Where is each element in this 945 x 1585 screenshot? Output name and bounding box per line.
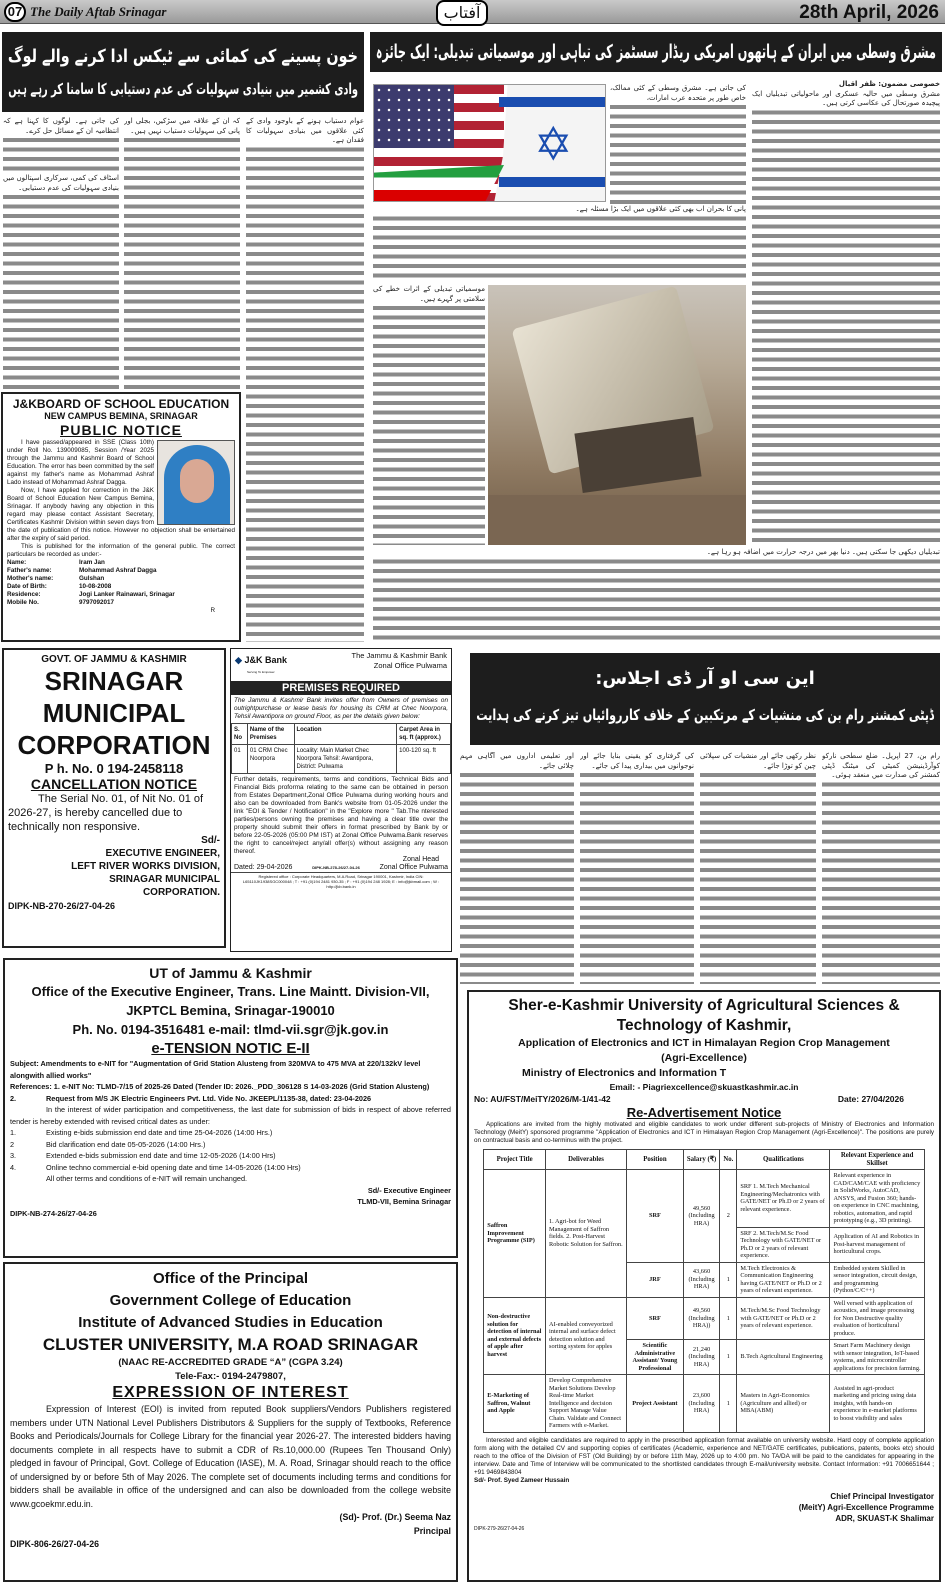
issue-date: 28th April, 2026 <box>799 2 939 23</box>
cell-deliverables: 1. Agri-bot for Weed Management of Saffron fields. 2. Post-Harvest Robotic Solution for Saffron. <box>546 1170 627 1298</box>
left-article-headline <box>2 32 364 112</box>
jkbank-logo-text: J&K Bank <box>244 655 287 665</box>
item-text: Bid clarification end date 05-05-2026 (14:00 Hrs.) <box>46 1139 206 1149</box>
tender-intro: In the interest of wider participation and competitiveness, the last date for submission of bids in respect of above referred tender is hereby extended with revised critical dates as under: <box>10 1105 451 1126</box>
particular-row <box>7 583 235 591</box>
skuast-sign-3: ADR, SKUAST-K Shalimar <box>835 1513 934 1523</box>
particular-value: Gulshan <box>79 575 105 582</box>
cell-no: 1 <box>720 1375 737 1433</box>
particular-label: Father's name: <box>7 567 52 574</box>
tender-line-2: Office of the Executive Engineer, Trans. Line Maintt. Division-VII, <box>31 984 430 999</box>
tender-closing: All other terms and conditions of e-NIT will remain unchanged. <box>46 1174 248 1183</box>
right-article-column-4 <box>373 285 485 545</box>
principal-line-3: Institute of Advanced Studies in Education <box>78 1314 383 1331</box>
smc-govt: GOVT. OF JAMMU & KASHMIR <box>41 654 187 665</box>
headline-line-2: وادی کشمیر میں بنیادی سہولیات کی عدم دستیابی کا سامنا کر رہے ہیں <box>8 80 358 98</box>
skuast-date: Date: 27/04/2026 <box>837 1094 904 1104</box>
cell-project: E-Marketing of Saffron, Walnut and Apple <box>484 1375 546 1433</box>
jkbank-tagline: Serving To Empower <box>247 670 275 674</box>
table-header: Project Title <box>484 1150 546 1170</box>
table-header: Qualifications <box>737 1150 830 1170</box>
particular-label: Mother's name: <box>7 575 54 582</box>
tender-line-1: UT of Jammu & Kashmir <box>149 965 312 981</box>
particular-row <box>7 591 235 599</box>
smc-sd: Sd/- <box>201 835 220 846</box>
ncord-column-3 <box>580 752 694 984</box>
smc-name-2: MUNICIPAL <box>42 698 186 728</box>
notice-particulars <box>7 559 235 607</box>
table-header: Position <box>626 1150 683 1170</box>
jkbank-logo <box>235 655 287 666</box>
table-header: Location <box>294 724 397 745</box>
table-header: No. <box>720 1150 737 1170</box>
principal-line-4: CLUSTER UNIVERSITY, M.A ROAD SRINAGAR <box>42 1335 419 1354</box>
particular-value: 10-08-2008 <box>79 583 112 590</box>
tender-title: e-TENSION NOTIC E-II <box>151 1040 310 1057</box>
skuast-sign-2: (MeitY) Agri-Excellence Programme <box>798 1502 934 1512</box>
table-header: Carpet Area in sq. ft (approx.) <box>397 724 451 745</box>
cell-project: Saffron Improvement Programme (SIP) <box>484 1170 546 1298</box>
item-text: Extended e-bids submission end date and time 12-05-2026 (14:00 Hrs) <box>46 1151 276 1160</box>
column-text: اور تعلیمی اداروں میں آگاہی مہم چلائی جائے۔ <box>460 752 574 770</box>
cell-position: Project Assistant <box>626 1375 683 1433</box>
cell-project: Non-destructive solution for detection of internal and external defects of apple after harvest <box>484 1297 546 1375</box>
table-row <box>484 1375 925 1433</box>
ncord-column-4 <box>460 752 574 984</box>
notice-para-1: I have passed/appeared in SSE (Class 10th) under Roll No. 139009085, Session /Year 2025 through the Jammu and Kashmir Board of School Education. The error has been committed by the self against my father's name as Mohammad Ashraf Lado instead of Mohammad Ashraf Dagga. <box>7 439 154 486</box>
tender-date-item <box>10 1127 451 1139</box>
skuast-line-2: Technology of Kashmir, <box>616 1017 792 1034</box>
skuast-intro: Applications are invited from the highly motivated and eligible candidates to work under different sub-projects of Ministry of Electronics and Information Technology (MeitY) sponsored programme "Application of Electronics and ICT in Himalayan Region Crop Management (Agri-Excellence)". The positions are purely on contractual basis and co-terminus with the project. <box>474 1121 934 1144</box>
particular-value: Jogi Lanker Rainawari, Srinagar <box>79 591 175 598</box>
right-article-column-1 <box>752 80 940 545</box>
skuast-line-5: Ministry of Electronics and Information T <box>522 1067 727 1079</box>
tender-dates-list <box>10 1127 451 1173</box>
tender-date-item <box>10 1162 451 1174</box>
jkbank-logo-icon: ◆ <box>235 655 242 665</box>
column-text: مشرق وسطی میں حالیہ عسکری اور ماحولیاتی تبدیلیاں ایک پیچیدہ صورتحال کی عکاسی کرتی ہیں۔ <box>752 89 940 107</box>
smc-cancellation-notice <box>2 648 226 948</box>
jkbank-title: PREMISES REQUIRED <box>231 681 451 695</box>
right-article-column-3 <box>373 205 746 280</box>
jkbank-intro: The Jammu & Kashmir Bank invites offer from Owners of premises on outrightpurchase or lease basis for housing its CRM at Chec Noorpora, Tehsil Awantipora on ground Floor, as per the details given below: <box>234 697 448 720</box>
column-text: کی گرفتاری کو یقینی بنایا جائے اور نوجوانوں میں بیداری پیدا کی جائے۔ <box>580 752 694 770</box>
skuast-closing-sign: Sd/- Prof. Syed Zameer Hussain <box>474 1476 570 1484</box>
cell-qualification: M.Tech/M.Sc Food Technology with GATE/NET or Ph.D or 2 years of relevant experience. <box>737 1297 830 1340</box>
cell-position: SRF <box>626 1170 683 1263</box>
smc-sign-3: SRINAGAR MUNICIPAL <box>109 874 220 885</box>
smc-sign-1: EXECUTIVE ENGINEER, <box>105 848 220 859</box>
byline: خصوصی مضمون: ظفر اقبال <box>752 80 940 90</box>
public-notice <box>1 392 241 642</box>
cell-qualification: Masters in Agri-Economics (Agriculture and allied) or MBA(ABM) <box>737 1375 830 1433</box>
table-row <box>484 1297 925 1340</box>
table-cell: 100-120 sq. ft <box>397 745 451 774</box>
particular-row <box>7 567 235 575</box>
column-text: نظر رکھی جائے اور منشیات کی سپلائی چین کو توڑا جائے۔ <box>700 752 816 770</box>
tender-sign-2: TLMD-VII, Bemina Srinagar <box>357 1197 451 1206</box>
column-text: اسٹاف کی کمی، سرکاری اسپتالوں میں بنیادی سہولیات کی عدم دستیابی۔ <box>3 174 119 192</box>
table-row <box>484 1170 925 1228</box>
cell-salary: 49,560 (Including HRA) <box>683 1170 720 1263</box>
positions-table <box>483 1149 925 1433</box>
table-header: Name of the Premises <box>247 724 294 745</box>
table-cell: Locality: Main Market Chec Noorpora Tehsil: Awantipora, District: Pulwama <box>294 745 397 774</box>
cell-experience: Assisted in agri-product marketing and pricing using data insights, with hands-on experience in e-market platforms to boost visibility and sales <box>830 1375 924 1433</box>
jkbank-footer: Registered office : Corporate Headquarters, M.A.Road, Srinagar 190001, Kashmir, India CIN: L65110JK1938SGC000048 ; T : +91 (0)194 2481 930-35 ; F : +91 (0)194 248 1928; E : info@jkbmail.com ; W : http://jkb.bank.in <box>231 872 451 890</box>
tender-date-item <box>10 1139 451 1151</box>
principal-sign-2: Principal <box>413 1525 451 1536</box>
cell-experience: Well versed with application of acoustics, and image processing for Non Destructive quality evaluation of horticultural produce. <box>830 1297 924 1340</box>
table-header: Relevant Experience and Skillset <box>830 1150 924 1170</box>
destroyed-radar-image <box>488 285 746 545</box>
ncord-column-1 <box>822 752 940 984</box>
cell-no: 1 <box>720 1340 737 1375</box>
jkbank-ref: DIPK-NB-278-26/27-04-26 <box>312 865 360 870</box>
particular-label: Residence: <box>7 591 41 598</box>
smc-ref: DIPK-NB-270-26/27-04-26 <box>8 901 116 911</box>
principal-fax: Tele-Fax:- 0194-2479807, <box>175 1370 286 1382</box>
skuast-email: Email: - Piagriexcellence@skuastkashmir.ac.in <box>609 1082 799 1092</box>
left-article-column-1 <box>246 117 364 642</box>
column-text: کی جاتی ہے۔ مشرق وسطی کے کئی ممالک، خاص طور پر متحدہ عرب امارات، <box>610 84 746 102</box>
column-text: عوام دستیاب ہونے کے باوجود وادی کے کئی علاقوں میں بنیادی سہولیات کا فقدان ہے۔ <box>246 117 364 144</box>
skuast-readvertisement <box>467 990 941 1582</box>
particular-label: Mobile No. <box>7 599 39 606</box>
smc-title: CANCELLATION NOTICE <box>30 776 198 792</box>
table-cell: 01 CRM Chec Noorpora <box>247 745 294 774</box>
column-text: کی جاتی ہے۔ لوگوں کا کہنا ہے کہ انتظامیہ ان کے مسائل حل کرے۔ <box>3 117 119 135</box>
right-article-headline: مشرق وسطی میں ایران کے ہاتھوں امریکی ریڈار سسٹمز کی تباہی اور موسمیاتی تبدیلی: ایک جائزہ <box>375 41 936 63</box>
particular-value: 9797092017 <box>79 599 115 606</box>
cell-salary: 49,560 (Including HRA)) <box>683 1297 720 1340</box>
principal-body: Expression of Interest (EOI) is invited from reputed Book suppliers/Vendors Publishers registered members under UTN National Level Publishers Distributors & Suppliers for the supply of Textbooks, Reference Books and Periodicals/Journals for College Library for the financial year 2026-27. The interested bidders having documents complete in all respects have to submit a CDR of Rs.10,000.00 (Rupees Ten Thousand Only) pledged in favour of Principal, Govt. College of Education (IASE), M. A. Road, Srinagar should reach to the office of undersigned by or before 5th of May 2026. The complete set of documents including terms and conditions for bidders shall be available in office of the undersigned and can also be downloaded from the college website www.gcoekmr.edu.in. <box>10 1404 451 1509</box>
principal-ref: DIPK-806-26/27-04-26 <box>10 1539 99 1549</box>
left-article-column-3 <box>3 117 119 389</box>
jkbank-org-1: The Jammu & Kashmir Bank <box>351 651 447 660</box>
notice-para-3: This is published for the information of the general public. The correct particulars be recorded as under:- <box>7 543 235 558</box>
tender-ref: DIPK-NB-274-26/27-04-26 <box>10 1208 97 1218</box>
table-header: Salary (₹) <box>683 1150 720 1170</box>
notice-title: PUBLIC NOTICE <box>60 422 182 438</box>
etender-notice <box>3 958 458 1258</box>
page-number: 07 <box>4 2 26 22</box>
particular-value: Mohammad Ashraf Dagga <box>79 567 157 574</box>
cell-qualification: SRF 2. M.Tech/M.Sc Food Technology with GATE/NET or Ph.D or 2 years of relevant experience. <box>737 1227 830 1262</box>
cell-position: JRF <box>626 1262 683 1297</box>
notice-org: J&KBOARD OF SCHOOL EDUCATION <box>12 397 230 411</box>
cell-no: 1 <box>720 1262 737 1297</box>
tender-date-item <box>10 1150 451 1162</box>
ncord-headline-2: ڈپٹی کمشنر رام بن کی منشیات کے مرتکبین کے خلاف کارروائیاں تیز کرنے کی ہدایت <box>476 706 934 724</box>
item-text: Existing e-bids submission end date and time 25-04-2026 (14:00 Hrs.) <box>46 1128 273 1137</box>
cell-deliverables: Develop Comprehensive Market Solutions Develop Real-time Market Intelligence and decision Support Manage Value Chain. Validate and Connect Farmers with e-Market. <box>546 1375 627 1433</box>
particular-row <box>7 559 235 567</box>
table-header: Deliverables <box>546 1150 627 1170</box>
smc-name-3: CORPORATION <box>17 730 211 760</box>
tender-ref2: Request from M/S JK Electric Engineers Pvt. Ltd. Vide No. JKEEPL/1135-38, dated: 23-04-2026 <box>46 1093 372 1103</box>
tender-ref2-no: 2. <box>10 1093 17 1103</box>
column-text: رام بن، 27 اپریل۔ ضلع سطحی نارکو کوآرڈینیشن کمیٹی کی میٹنگ ڈپٹی کمشنر کی صدارت میں منعقد ہوئی۔ <box>822 752 940 779</box>
eoi-notice <box>3 1262 458 1582</box>
jkbank-org-2: Zonal Office Pulwama <box>373 661 447 670</box>
notice-para-2: Now, I have applied for correction in the J&K Board of School Education New Campus Bemina, Srinagar. If anybody having any objection in this regard may please contact Assistant Secretary, Certificates Kashmir Division within seven days from the date of publication of this notice. However no objection shall be entertained after the expiry of said period. <box>7 487 235 542</box>
tender-references: References: 1. e-NIT No: TLMD-7/15 of 2025-26 Dated (Tender ID: 2026._PDD_306128 S 14-03-2026 (Grid Station Alusteng) <box>10 1082 430 1091</box>
cell-qualification: B.Tech Agricultural Engineering <box>737 1340 830 1375</box>
jkbank-dated: Dated: 29-04-2026 <box>234 864 293 871</box>
column-text: کہ ان کے علاقہ میں سڑکیں، بجلی اور پانی کی سہولیات دستیاب نہیں ہیں۔ <box>124 117 240 135</box>
tender-sign-1: Sd/- Executive Engineer <box>367 1185 451 1195</box>
skuast-sign-1: Chief Principal Investigator <box>830 1491 934 1501</box>
principal-title: EXPRESSION OF INTEREST <box>112 1384 349 1401</box>
item-number: 2 <box>10 1139 15 1149</box>
item-number: 3. <box>10 1151 17 1160</box>
cell-no: 2 <box>720 1170 737 1263</box>
principal-line-2: Government College of Education <box>109 1292 352 1309</box>
signature: R <box>210 607 215 614</box>
cell-salary: 23,600 (Including HRA) <box>683 1375 720 1433</box>
skuast-title: Re-Advertisement Notice <box>626 1105 782 1120</box>
smc-name-1: SRINAGAR <box>44 666 184 696</box>
left-article-column-2 <box>124 117 240 389</box>
cell-experience: Smart Farm Machinery design with sensor integration, IoT-based systems, and microcontroller applications for precision farming. <box>830 1340 924 1375</box>
star-of-david-icon: ✡ <box>534 118 573 170</box>
skuast-line-3: Application of Electronics and ICT in Himalayan Region Crop Management <box>518 1037 890 1049</box>
table-cell: 01 <box>232 745 248 774</box>
ncord-article-headline <box>470 653 940 745</box>
particular-label: Date of Birth: <box>7 583 47 590</box>
principal-line-1: Office of the Principal <box>152 1270 309 1287</box>
applicant-photo <box>157 440 235 525</box>
flags-image <box>373 84 606 202</box>
item-number: 1. <box>10 1128 17 1137</box>
headline-line-1: خون پسینے کی کمائی سے ٹیکس ادا کرنے والے لوگ <box>7 46 358 67</box>
jkbank-sign-1: Zonal Head <box>402 856 439 863</box>
cell-position: Scientific Administrative Assistant/ Young Professional <box>626 1340 683 1375</box>
particular-label: Name: <box>7 559 27 566</box>
skuast-line-1: Sher-e-Kashmir University of Agricultural Sciences & <box>508 997 900 1014</box>
cell-qualification: M.Tech Electronics & Communication Engineering having GATE/NET or Ph.D or 2 years of relevant experience. <box>737 1262 830 1297</box>
column-text: تبدیلیاں دیکھی جا سکتی ہیں۔ دنیا بھر میں درجہ حرارت میں اضافہ ہو رہا ہے۔ <box>373 548 940 558</box>
particular-row <box>7 575 235 583</box>
tender-line-4: Ph. No. 0194-3516481 e-mail: tlmd-vii.sgr@jk.gov.in <box>72 1022 389 1037</box>
jkbank-premises-notice <box>230 648 452 952</box>
cell-experience: Application of AI and Robotics in Post-harvest management of horticultural crops. <box>830 1227 924 1262</box>
skuast-line-4: (Agri-Excellence) <box>661 1052 747 1064</box>
ncord-column-2 <box>700 752 816 984</box>
smc-sign-2: LEFT RIVER WORKS DIVISION, <box>71 861 220 872</box>
cell-position: SRF <box>626 1297 683 1340</box>
cell-qualification: SRF 1. M.Tech Mechanical Engineering/Mechatronics with GATE/NET or Ph.D or 2 years of relevant experience. <box>737 1170 830 1228</box>
tender-line-3: JKPTCL Bemina, Srinagar-190010 <box>126 1003 335 1018</box>
cell-salary: 21,240 (Including HRA) <box>683 1340 720 1375</box>
notice-address: NEW CAMPUS BEMINA, SRINAGAR <box>44 411 198 421</box>
right-article-column-5 <box>373 548 940 640</box>
smc-body: The Serial No. 01, of Nit No. 01 of 2026-27, is hereby cancelled due to technically non responsive. <box>8 793 204 833</box>
table-header: S. No <box>232 724 248 745</box>
item-text: Online techno commercial e-bid opening date and time 14-05-2026 (14:00 Hrs) <box>46 1162 301 1172</box>
smc-phone: P h. No. 0 194-2458118 <box>44 761 184 776</box>
ncord-headline-1: این سی او آر ڈی اجلاس: <box>595 668 815 689</box>
right-article-headline-box <box>370 32 942 72</box>
item-number: 4. <box>10 1162 17 1172</box>
skuast-closing: Interested and eligible candidates are required to apply in the prescribed application format available on university website. Hard copy of complete application form along with the detailed CV and supporting copies of certificates (Academic, experience and NET/GATE certificates, publications, patents, books etc) should reach to the office of the Division of FST (Old Building) by or before 11th May, 2026 up to 4:00 pm. No TA/DA will be paid to the candidates for appearing in the interview. Date and Time of Interview will be communicated to the shortlisted candidates through E-mail/university website. Contact Information: +91 7006651644 ; +91 9469843804 <box>474 1436 934 1476</box>
paper-name: The Daily Aftab Srinagar <box>30 4 167 19</box>
jkbank-body: Further details, requirements, terms and conditions, Technical Bids and Financial Bids proforma relating to the same can be obtained in person from Estates Department,Zonal Office Pulwama during working hours and also can be downloaded from Bank's website from 01-05-2026 under the link "EOI & Tender / Notification" in the "Explore more " Tab.The nterested parties/persons owning the premises and having a clear title over the property should submit their offers in format prescribed by Bank by or before 22-05-2026 (05:00 PM IST) at Zonal Office Pulwama.Bank reserves the right to cancel/reject any/all offer(s) without assigning any reason thereof. <box>234 776 448 855</box>
column-text: پانی کا بحران اب بھی کئی علاقوں میں ایک بڑا مسئلہ ہے۔ <box>373 205 746 215</box>
principal-naac: (NAAC RE-ACCREDITED GRADE “A” (CGPA 3.24) <box>118 1357 343 1368</box>
column-text: موسمیاتی تبدیلی کے اثرات خطے کی سلامتی پر گہرے ہیں۔ <box>373 285 485 303</box>
skuast-no: No: AU/FST/MeiTY/2026/M-1/41-42 <box>474 1094 611 1104</box>
principal-sign-1: (Sd)- Prof. (Dr.) Seema Naz <box>339 1512 451 1522</box>
cell-experience: Embedded system Skilled in sensor integration, circuit design, and programming (Python/C/C++) <box>830 1262 924 1297</box>
smc-sign-4: CORPORATION. <box>142 887 220 898</box>
cell-salary: 43,660 (Including HRA) <box>683 1262 720 1297</box>
jkbank-sign-2: Zonal Office Pulwama <box>379 864 448 871</box>
masthead-logo: آفتاب <box>436 0 488 26</box>
particular-value: Iram Jan <box>79 559 105 566</box>
cell-deliverables: AI-enabled conveyorized internal and surface defect detection solution and sorting system for apples <box>546 1297 627 1375</box>
cell-experience: Relevant experience in CAD/CAM/CAE with proficiency in SolidWorks, AutoCAD, ANSYS, and Fusion 360; hands-on experience in CNC machining, robotics, automation, and rapid prototyping (e.g., 3D printing). <box>830 1170 924 1228</box>
particular-row <box>7 599 235 607</box>
cell-no: 1 <box>720 1297 737 1340</box>
skuast-ref: DIPK-279-26/27-04-26 <box>474 1525 525 1532</box>
tender-subject: Subject: Amendments to e-NIT for "Augmentation of Grid Station Alusteng from 320MVA to 475 MVA at 220/132kV level alongwith allied works" <box>10 1059 421 1080</box>
